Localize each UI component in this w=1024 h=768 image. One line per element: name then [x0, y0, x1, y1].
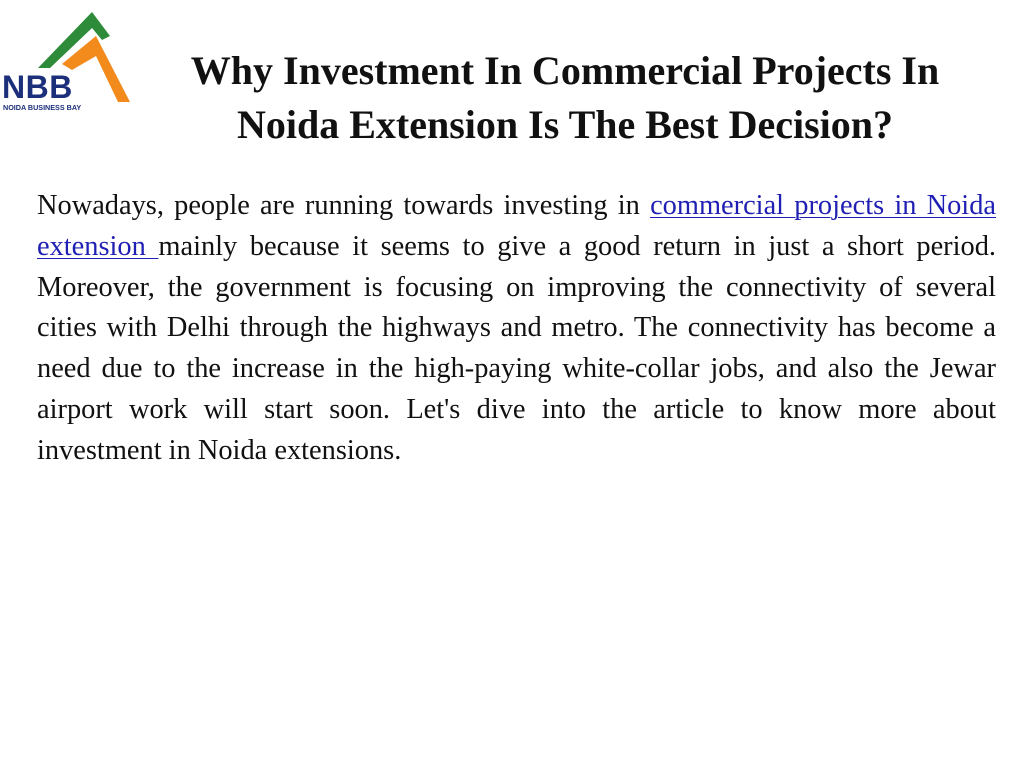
intro-paragraph — [37, 186, 996, 472]
logo-abbreviation: NBB — [2, 69, 73, 105]
page-title — [130, 44, 1000, 152]
paragraph-after-link: mainly because it seems to give a good return in just a short period. Moreover, the government is focusing on improving the connectivity of several cities with Delhi through the highways and metro. The connectivity has become a need due to the increase in the high-paying white-collar jobs, and also the Jewar airport work will start soon. Let's dive into the article to know more about investment in Noida extensions. — [37, 230, 996, 466]
commercial-projects-link[interactable]: commercial projects in Noida extension — [37, 190, 996, 262]
paragraph-lead: Nowadays, people are running towards investing in — [37, 190, 651, 221]
title-line-2: Noida Extension Is The Best Decision? — [236, 102, 893, 147]
company-logo — [0, 6, 134, 114]
title-line-1: Why Investment In Commercial Projects In — [190, 48, 940, 93]
nbb-logo-icon — [0, 6, 134, 114]
logo-tagline: NOIDA BUSINESS BAY — [3, 103, 82, 112]
